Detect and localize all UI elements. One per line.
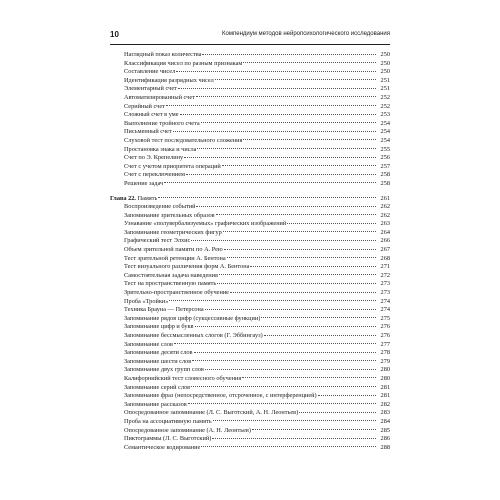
toc-entry-page: 254 xyxy=(380,119,390,127)
toc-entry[interactable] xyxy=(110,341,390,350)
dot-leader xyxy=(205,309,376,310)
dot-leader xyxy=(196,206,376,207)
toc-entry[interactable] xyxy=(110,280,390,289)
running-title: Компендиум методов нейропсихологического исследования xyxy=(222,31,390,37)
toc-entry[interactable] xyxy=(110,203,390,212)
dot-leader xyxy=(242,377,376,378)
toc-entry-page: 262 xyxy=(380,211,390,219)
toc-entry-title: Опосредованное запоминание (Л. С. Выготский, А. Н. Леонтьев) xyxy=(124,409,299,417)
toc-entry[interactable] xyxy=(110,237,390,246)
toc-entry[interactable] xyxy=(110,349,390,358)
toc-entry-page: 284 xyxy=(380,417,390,425)
toc-entry[interactable] xyxy=(110,85,390,94)
toc-entry[interactable] xyxy=(110,60,390,69)
toc-entry-title: Составление чисел xyxy=(124,68,176,76)
dot-leader xyxy=(318,395,376,396)
toc-entry-title: Калифорнийский тест словесного обучения xyxy=(124,374,242,382)
toc-entry-page: 266 xyxy=(380,237,390,245)
toc-entry-page: 281 xyxy=(380,383,390,391)
toc-entry-title: Зрительно-пространственное обучение xyxy=(124,289,229,297)
toc-entry[interactable] xyxy=(110,154,390,163)
toc-entry-page: 282 xyxy=(380,400,390,408)
toc-entry-page: 280 xyxy=(380,374,390,382)
dot-leader xyxy=(192,360,376,361)
toc-entry-page: 286 xyxy=(380,435,390,443)
toc-entry[interactable] xyxy=(110,384,390,393)
toc-entry[interactable] xyxy=(110,401,390,410)
dot-leader xyxy=(212,438,376,439)
toc-entry[interactable] xyxy=(110,146,390,155)
toc-entry[interactable] xyxy=(110,94,390,103)
toc-entry-title: Воспроизведение событий xyxy=(124,203,196,211)
dot-leader xyxy=(186,174,376,175)
dot-leader xyxy=(264,335,376,336)
toc-entry-page: 251 xyxy=(380,76,390,84)
toc-entry-title: Запоминание шести слов xyxy=(124,357,192,365)
toc-entry-page: 273 xyxy=(380,289,390,297)
toc-entry-title: Автоматизированный счет xyxy=(124,93,195,101)
toc-entry[interactable] xyxy=(110,163,390,172)
dot-leader xyxy=(166,105,376,106)
toc-entry-page: 267 xyxy=(380,246,390,254)
toc-entry-page: 257 xyxy=(380,162,390,170)
toc-entry[interactable] xyxy=(110,51,390,60)
dot-leader xyxy=(178,88,376,89)
dot-leader xyxy=(194,352,377,353)
dot-leader xyxy=(184,157,376,158)
chapter-heading[interactable] xyxy=(110,195,390,204)
toc-entry-page: 274 xyxy=(380,297,390,305)
toc-entry-title: Запоминание зрительных образов xyxy=(124,211,215,219)
toc-entry-page: 250 xyxy=(380,59,390,67)
toc-entry[interactable] xyxy=(110,444,390,453)
chapter-page: 261 xyxy=(380,194,390,202)
toc-entry-title: Запоминание бессмысленных слогов (Г. Эббингауз) xyxy=(124,332,263,339)
toc-section-memory xyxy=(110,203,390,452)
toc-entry-title: Счет по Э. Крепелину xyxy=(124,154,184,162)
toc-entry[interactable] xyxy=(110,418,390,427)
toc-entry-title: Счет с переключением xyxy=(124,171,186,179)
toc-entry-title: Опосредованное запоминание (А. Н. Леонтьев) xyxy=(124,426,251,434)
toc-entry[interactable] xyxy=(110,68,390,77)
toc-entry[interactable] xyxy=(110,366,390,375)
dot-leader xyxy=(158,197,376,198)
toc-entry-title: Проба «Тройки» xyxy=(124,297,169,305)
dot-leader xyxy=(217,283,376,284)
toc-entry-page: 279 xyxy=(380,357,390,365)
dot-leader xyxy=(243,62,376,63)
dot-leader xyxy=(164,182,376,183)
toc-entry-title: Тест визуального различения форм А. Бентона xyxy=(124,263,250,271)
toc-entry[interactable] xyxy=(110,306,390,315)
toc-entry-title: Решение задач xyxy=(124,179,164,187)
dot-leader xyxy=(176,71,376,72)
toc-entry-title: Письменный счет xyxy=(124,128,172,136)
toc-entry-page: 264 xyxy=(380,228,390,236)
page-header xyxy=(110,30,390,45)
toc-section-counting xyxy=(110,51,390,189)
toc-entry-page: 252 xyxy=(380,93,390,101)
toc-entry-page: 253 xyxy=(380,111,390,119)
toc-entry-page: 268 xyxy=(380,254,390,262)
toc-entry-title: Самостоятельная задача наведения xyxy=(124,271,218,279)
dot-leader xyxy=(287,223,376,224)
dot-leader xyxy=(250,266,376,267)
dot-leader xyxy=(174,343,376,344)
dot-leader xyxy=(230,292,376,293)
dot-leader xyxy=(173,131,376,132)
toc-entry[interactable] xyxy=(110,120,390,129)
toc-entry-title: Тест на пространственную память xyxy=(124,280,217,288)
toc-entry[interactable] xyxy=(110,77,390,86)
toc-entry-page: 285 xyxy=(380,426,390,434)
dot-leader xyxy=(191,386,376,387)
toc-entry[interactable] xyxy=(110,409,390,418)
dot-leader xyxy=(261,317,376,318)
dot-leader xyxy=(169,300,376,301)
toc-entry-title: Слуховой тест последовательного сложения xyxy=(124,136,243,144)
toc-entry-title: Элементарный счет xyxy=(124,85,177,93)
toc-entry-title: Простановка знака и числа xyxy=(124,145,197,153)
toc-entry[interactable] xyxy=(110,246,390,255)
toc-entry-page: 283 xyxy=(380,409,390,417)
toc-entry-page: 280 xyxy=(380,366,390,374)
dot-leader xyxy=(299,412,376,413)
toc-entry-title: Запоминание цифр и букв xyxy=(124,323,194,331)
dot-leader xyxy=(188,403,376,404)
toc-entry[interactable] xyxy=(110,375,390,384)
toc-entry-page: 252 xyxy=(380,102,390,110)
toc-entry[interactable] xyxy=(110,171,390,180)
toc-entry-page: 262 xyxy=(380,203,390,211)
toc-entry-page: 251 xyxy=(380,85,390,93)
toc-entry-page: 256 xyxy=(380,154,390,162)
dot-leader xyxy=(215,79,376,80)
toc-entry-page: 254 xyxy=(380,136,390,144)
page-number: 10 xyxy=(110,30,119,39)
toc-entry[interactable] xyxy=(110,392,390,401)
toc-entry[interactable] xyxy=(110,263,390,272)
toc-entry-page: 288 xyxy=(380,443,390,451)
toc-entry-title: Наглядный показ количества xyxy=(124,51,202,58)
toc-entry[interactable] xyxy=(110,332,390,341)
toc-entry-page: 271 xyxy=(380,263,390,271)
toc-entry[interactable] xyxy=(110,427,390,436)
toc-entry-page: 276 xyxy=(380,323,390,331)
toc-entry[interactable] xyxy=(110,212,390,221)
dot-leader xyxy=(216,214,376,215)
toc-entry-title: Запоминание рассказов xyxy=(124,400,187,408)
toc-entry-title: Запоминание слов xyxy=(124,340,173,348)
toc-entry-page: 258 xyxy=(380,171,390,179)
toc-entry-page: 254 xyxy=(380,128,390,136)
toc-entry-page: 272 xyxy=(380,271,390,279)
toc-entry-title: Запоминание десяти слов xyxy=(124,349,193,357)
toc-entry-title: Проба на ассоциативную память xyxy=(124,417,212,425)
toc-entry[interactable] xyxy=(110,323,390,332)
toc-entry-page: 278 xyxy=(380,349,390,357)
dot-leader xyxy=(195,326,376,327)
toc-entry-page: 273 xyxy=(380,280,390,288)
toc-entry-title: Пиктограммы (Л. С. Выготский) xyxy=(124,435,212,443)
chapter-title: Память xyxy=(137,194,158,202)
toc-entry-title: Графический тест Элхис xyxy=(124,237,191,245)
dot-leader xyxy=(205,369,376,370)
table-of-contents xyxy=(110,51,390,452)
toc-entry[interactable] xyxy=(110,229,390,238)
toc-entry-title: Счет с учетом приоритета операций xyxy=(124,162,221,170)
dot-leader xyxy=(201,122,376,123)
dot-leader xyxy=(201,446,376,447)
toc-entry-page: 274 xyxy=(380,306,390,314)
dot-leader xyxy=(191,240,376,241)
toc-entry[interactable] xyxy=(110,220,390,229)
toc-entry-page: 250 xyxy=(380,68,390,76)
toc-entry-title: Серийный счет xyxy=(124,102,165,110)
toc-entry-title: Запоминание серий слов xyxy=(124,383,191,391)
dot-leader xyxy=(197,148,376,149)
toc-entry[interactable] xyxy=(110,358,390,367)
dot-leader xyxy=(180,114,376,115)
toc-entry-page: 281 xyxy=(380,392,390,400)
toc-entry[interactable] xyxy=(110,255,390,264)
toc-entry[interactable] xyxy=(110,289,390,298)
toc-entry-title: Сложный счет в уме xyxy=(124,111,179,119)
toc-entry[interactable] xyxy=(110,111,390,120)
toc-entry-page: 263 xyxy=(380,220,390,228)
toc-entry-page: 276 xyxy=(380,332,390,339)
toc-entry[interactable] xyxy=(110,272,390,281)
toc-entry[interactable] xyxy=(110,137,390,146)
toc-entry-title: Семантическое кодирование xyxy=(124,443,201,451)
toc-entry-page: 277 xyxy=(380,340,390,348)
toc-entry[interactable] xyxy=(110,128,390,137)
toc-entry[interactable] xyxy=(110,435,390,444)
dot-leader xyxy=(224,249,376,250)
dot-leader xyxy=(243,139,376,140)
toc-entry-title: Узнавание «полувербализуемых» графических изображений xyxy=(124,220,287,228)
dot-leader xyxy=(227,257,376,258)
toc-entry-page: 275 xyxy=(380,314,390,322)
toc-entry-title: Объем зрительной памяти по А. Рею xyxy=(124,246,223,254)
toc-entry-title: Запоминание рядов цифр (сукцессивные функции) xyxy=(124,314,261,322)
toc-entry-title: Запоминание двух групп слов xyxy=(124,366,204,374)
dot-leader xyxy=(223,231,376,232)
toc-entry-title: Идентификация разрядных чисел xyxy=(124,76,214,84)
dot-leader xyxy=(196,96,376,97)
toc-entry-page: 255 xyxy=(380,145,390,153)
toc-entry-title: Выполнение тройного счета xyxy=(124,119,200,127)
dot-leader xyxy=(213,420,376,421)
dot-leader xyxy=(222,165,376,166)
toc-entry-page: 250 xyxy=(380,51,390,58)
dot-leader xyxy=(252,429,376,430)
toc-entry-page: 258 xyxy=(380,179,390,187)
chapter-number: Глава 22. xyxy=(110,194,136,202)
toc-entry[interactable] xyxy=(110,103,390,112)
toc-entry[interactable] xyxy=(110,180,390,189)
toc-entry-title: Классификация чисел по разным признакам xyxy=(124,59,243,67)
toc-entry-title: Тест зрительной ретенции А. Бентона xyxy=(124,254,226,262)
toc-entry-title: Техника Брауна — Петерсона xyxy=(124,306,204,314)
dot-leader xyxy=(202,54,376,55)
toc-entry[interactable] xyxy=(110,298,390,307)
toc-entry[interactable] xyxy=(110,315,390,324)
dot-leader xyxy=(219,274,376,275)
toc-entry-title: Запоминание фраз (непосредственное, отсроченное, с интерференцией) xyxy=(124,392,317,400)
toc-entry-title: Запоминание геометрических фигур xyxy=(124,228,222,236)
